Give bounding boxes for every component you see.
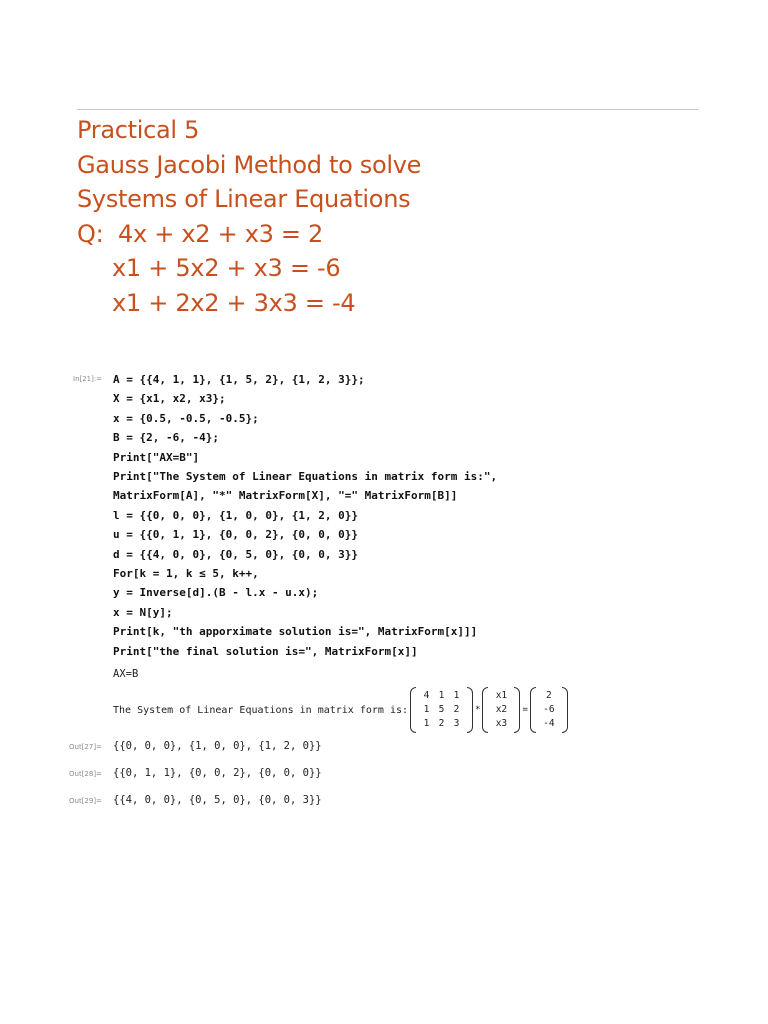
code-line: Print["The System of Linear Equations in matrix form is:", bbox=[113, 470, 498, 484]
code-line: u = {{0, 1, 1}, {0, 0, 2}, {0, 0, 0}} bbox=[113, 528, 359, 542]
code-line: For[k = 1, k ≤ 5, k++, bbox=[113, 567, 259, 581]
title-line: Gauss Jacobi Method to solve bbox=[77, 150, 422, 179]
printed-axb: AX=B bbox=[113, 668, 139, 680]
matrix-cell: 3 bbox=[453, 718, 460, 729]
times-operator: * bbox=[475, 705, 481, 715]
title-line: Q: 4x + x2 + x3 = 2 bbox=[77, 219, 324, 248]
matrix-a bbox=[410, 687, 473, 733]
output-cell-label: Out[29]= bbox=[69, 797, 102, 805]
printed-system-text: The System of Linear Equations in matrix form is: bbox=[113, 704, 409, 716]
code-line: d = {{4, 0, 0}, {0, 5, 0}, {0, 0, 3}} bbox=[113, 547, 359, 561]
vector-cell: 2 bbox=[545, 690, 552, 701]
output-cell[interactable]: {{0, 0, 0}, {1, 0, 0}, {1, 2, 0}} bbox=[113, 740, 322, 752]
title-line: Practical 5 bbox=[77, 116, 200, 144]
title-line: x1 + 5x2 + x3 = -6 bbox=[112, 254, 341, 283]
matrix-cell: 1 bbox=[423, 718, 430, 729]
vector-cell: x1 bbox=[495, 690, 508, 701]
code-line: Print["AX=B"] bbox=[113, 450, 200, 464]
matrix-cell: 2 bbox=[453, 704, 460, 715]
code-line: Print["the final solution is=", MatrixForm[x]] bbox=[113, 644, 418, 658]
matrix-cell: 1 bbox=[453, 690, 460, 701]
output-cell[interactable]: {{0, 1, 1}, {0, 0, 2}, {0, 0, 0}} bbox=[113, 767, 322, 779]
vector-x-grid bbox=[488, 687, 514, 733]
vector-cell: -4 bbox=[543, 718, 555, 729]
code-line: B = {2, -6, -4}; bbox=[113, 431, 219, 445]
code-line: y = Inverse[d].(B - l.x - u.x); bbox=[113, 586, 319, 600]
matrix-cell: 2 bbox=[438, 718, 445, 729]
vector-cell: x2 bbox=[495, 704, 508, 715]
printed-matrix-form bbox=[113, 686, 568, 734]
output-cell-label: Out[27]= bbox=[69, 743, 102, 751]
vector-x bbox=[482, 687, 520, 733]
equals-operator: = bbox=[522, 705, 528, 715]
vector-b-grid bbox=[536, 687, 562, 733]
matrix-cell: 5 bbox=[438, 704, 445, 715]
matrix-cell: 1 bbox=[438, 690, 445, 701]
title-line: x1 + 2x2 + 3x3 = -4 bbox=[112, 288, 356, 317]
right-paren bbox=[514, 687, 520, 733]
vector-cell: x3 bbox=[495, 718, 508, 729]
code-line: A = {{4, 1, 1}, {1, 5, 2}, {1, 2, 3}}; bbox=[113, 373, 365, 386]
output-cell[interactable]: {{4, 0, 0}, {0, 5, 0}, {0, 0, 3}} bbox=[113, 794, 322, 806]
section-title bbox=[77, 113, 421, 321]
input-cell-label: In[21]:= bbox=[73, 375, 103, 383]
right-paren bbox=[467, 687, 473, 733]
code-line: l = {{0, 0, 0}, {1, 0, 0}, {1, 2, 0}} bbox=[113, 508, 359, 522]
input-cell[interactable] bbox=[113, 370, 497, 661]
matrix-cell: 1 bbox=[423, 704, 430, 715]
section-divider bbox=[77, 109, 698, 110]
vector-b bbox=[530, 687, 568, 733]
matrix-a-grid bbox=[416, 687, 467, 733]
code-line: x = N[y]; bbox=[113, 605, 173, 619]
output-cell-label: Out[28]= bbox=[69, 770, 102, 778]
matrix-cell: 4 bbox=[423, 690, 430, 701]
right-paren bbox=[562, 687, 568, 733]
code-line: MatrixForm[A], "*" MatrixForm[X], "=" MatrixForm[B]] bbox=[113, 489, 458, 503]
code-line: Print[k, "th apporximate solution is=", MatrixForm[x]]] bbox=[113, 625, 478, 639]
code-line: X = {x1, x2, x3}; bbox=[113, 392, 226, 406]
title-line: Systems of Linear Equations bbox=[77, 185, 411, 214]
code-line: x = {0.5, -0.5, -0.5}; bbox=[113, 411, 259, 425]
vector-cell: -6 bbox=[543, 704, 555, 715]
